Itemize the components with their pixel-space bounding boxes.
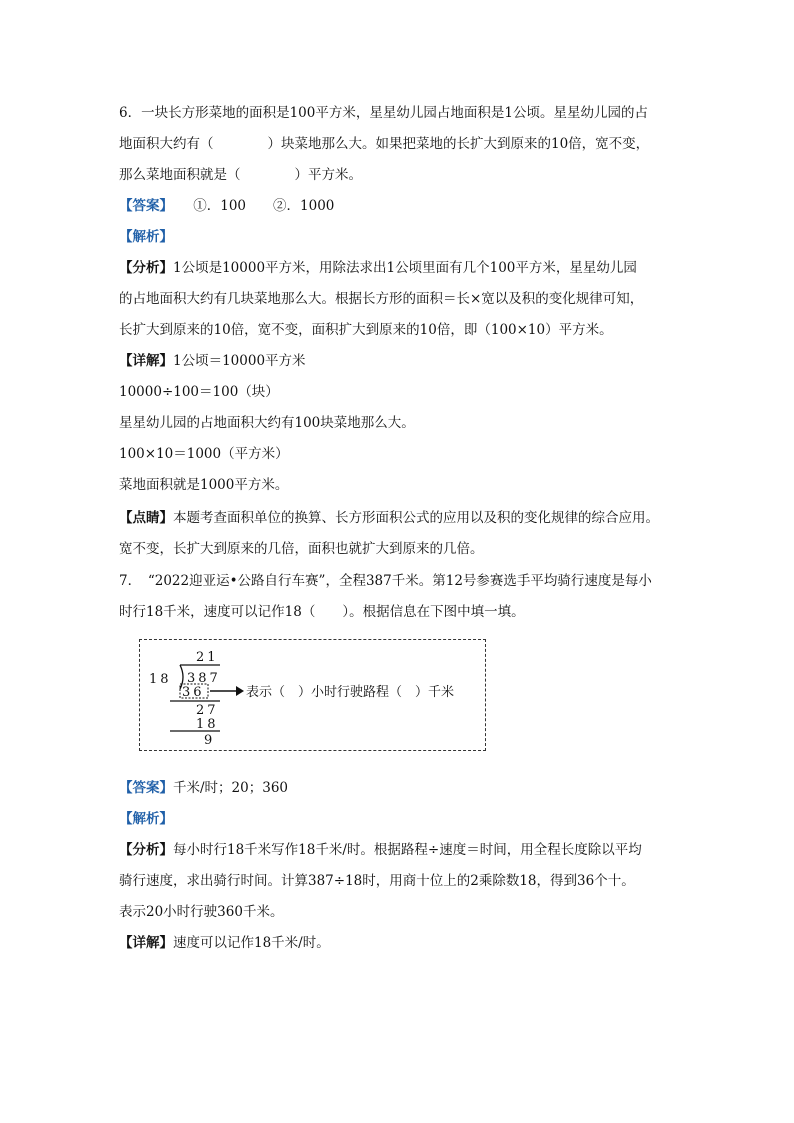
first-product: 36 [182,685,205,700]
q6-comment-line-1 [119,509,659,527]
fenxi-tag: 【分析】 [119,260,173,276]
q7-detail [119,934,330,952]
detail-text: 速度可以记作18千米/时。 [173,935,330,951]
divisor: 18 [149,672,172,687]
q7-stem-line-2: 时行18千米，速度可以记作18（ ）。根据信息在下图中填一填。 [119,604,525,620]
q7-stem-line-1: 7． “2022迎亚运•公路自行车赛”，全程387千米。第12号参赛选手平均骑行速度是每小 [119,573,652,589]
arrow-label: 表示（ ）小时行驶路程（ ）千米 [246,685,455,700]
detail-tag: 【详解】 [119,353,173,369]
comment-tag: 【点睛】 [119,510,173,526]
q6-fenxi-line-1 [119,259,637,277]
detail-text: 1公顷＝10000平方米 [173,353,306,369]
q7-analysis-heading [119,810,173,828]
q7-fenxi-line-3: 表示20小时行驶360千米。 [119,904,284,920]
q6-stem-line-1: 6．一块长方形菜地的面积是100平方米，星星幼儿园占地面积是1公顷。星星幼儿园的占 [119,105,648,121]
q6-detail-line-4: 100×10＝1000（平方米） [119,446,289,462]
q6-detail-line-1 [119,352,306,370]
q6-stem-line-2: 地面积大约有（ ）块菜地那么大。如果把菜地的长扩大到原来的10倍，宽不变， [119,136,650,152]
q6-answer [119,197,334,215]
q6-analysis-heading [119,228,173,246]
fenxi-text: 1公顷是10000平方米，用除法求出1公顷里面有几个100平方米，星星幼儿园 [173,260,637,276]
long-division-figure [139,639,486,751]
q6-fenxi-line-2: 的占地面积大约有几块菜地那么大。根据长方形的面积＝长×宽以及积的变化规律可知， [119,291,644,307]
dividend: 387 [187,671,221,686]
q6-fenxi-line-3: 长扩大到原来的10倍，宽不变，面积扩大到原来的10倍，即（100×10）平方米。 [119,322,613,338]
q6-detail-line-2: 10000÷100＝100（块） [119,384,279,400]
q7-answer [119,779,288,797]
q6-comment-line-2: 宽不变，长扩大到原来的几倍，面积也就扩大到原来的几倍。 [119,541,484,557]
answer-tag: 【答案】 [119,198,167,214]
comment-text: 本题考查面积单位的换算、长方形面积公式的应用以及积的变化规律的综合应用。 [173,510,659,526]
analysis-tag: 【解析】 [119,811,173,827]
second-product: 18 [196,717,219,732]
q7-fenxi-line-2: 骑行速度，求出骑行时间。计算387÷18时，用商十位上的2乘除数18，得到36个十。 [119,873,635,889]
fenxi-tag: 【分析】 [119,842,173,858]
analysis-tag: 【解析】 [119,229,173,245]
q6-detail-line-5: 菜地面积就是1000平方米。 [119,477,289,493]
answer-tag: 【答案】 [119,780,173,796]
q6-stem-line-3: 那么菜地面积就是（ ）平方米。 [119,167,362,183]
detail-tag: 【详解】 [119,935,173,951]
q6-detail-line-3: 星星幼儿园的占地面积大约有100块菜地那么大。 [119,415,415,431]
answer-text: 千米/时；20；360 [173,780,288,796]
fenxi-text: 每小时行18千米写作18千米/时。根据路程÷速度＝时间，用全程长度除以平均 [173,842,642,858]
arrowhead-icon [236,686,244,696]
answer-text: ①．100 ②．1000 [166,198,335,214]
quotient: 21 [196,650,219,665]
q7-fenxi-line-1 [119,841,642,859]
remainder: 9 [204,733,213,748]
remainder-step: 27 [196,703,219,718]
